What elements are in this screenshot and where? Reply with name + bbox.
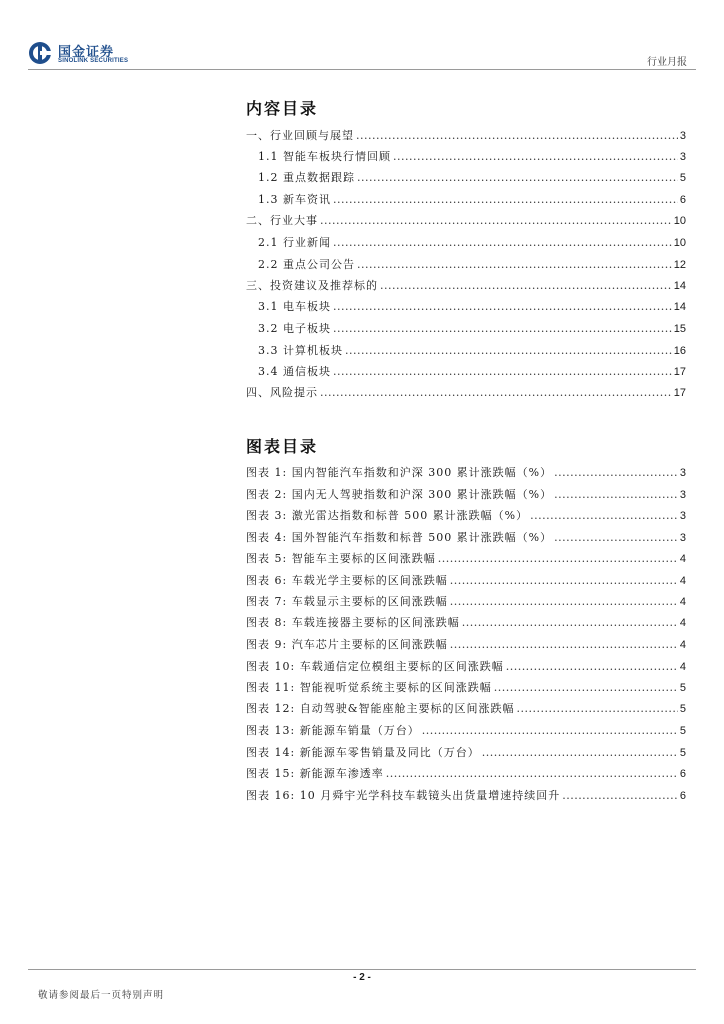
figure-entry[interactable] xyxy=(246,722,686,736)
toc-entry-label: 3.3 计算机板块 xyxy=(258,344,343,357)
figure-entry-label: 图表 7: 车载显示主要标的区间涨跌幅 xyxy=(246,595,448,608)
figure-entry[interactable] xyxy=(246,614,686,628)
dot-leader xyxy=(517,702,678,715)
figure-entry-page: 3 xyxy=(679,467,686,479)
dot-leader xyxy=(438,552,678,565)
figure-entry-label: 图表 2: 国内无人驾驶指数和沪深 300 累计涨跌幅（%） xyxy=(246,488,553,501)
figure-entry-label: 图表 16: 10 月舜宇光学科技车载镜头出货量增速持续回升 xyxy=(246,789,561,802)
toc-entry-label: 1.1 智能车板块行情回顾 xyxy=(258,150,391,163)
toc-entry-page: 15 xyxy=(673,323,686,335)
toc-entry-page: 16 xyxy=(673,345,686,357)
figure-entry[interactable] xyxy=(246,636,686,650)
figure-entry-label: 图表 5: 智能车主要标的区间涨跌幅 xyxy=(246,552,436,565)
dot-leader xyxy=(554,531,678,544)
dot-leader xyxy=(333,236,672,249)
toc-entry-label: 2.2 重点公司公告 xyxy=(258,258,355,271)
figure-entry-page: 6 xyxy=(679,790,686,802)
toc-entry-page: 10 xyxy=(673,215,686,227)
dot-leader xyxy=(450,638,678,651)
dot-leader xyxy=(462,616,678,629)
figure-entry-page: 3 xyxy=(679,510,686,522)
toc-entry-page: 3 xyxy=(679,151,686,163)
toc-entry[interactable] xyxy=(258,148,686,162)
figure-entry-label: 图表 13: 新能源车销量（万台） xyxy=(246,724,420,737)
logo-english-name: SINOLINK SECURITIES xyxy=(58,58,129,64)
toc-entry[interactable] xyxy=(246,277,686,291)
figure-entry-page: 3 xyxy=(679,532,686,544)
toc-entry[interactable] xyxy=(258,169,686,183)
page-number: - 2 - xyxy=(353,972,371,983)
toc-entry-label: 一、行业回顾与展望 xyxy=(246,129,354,142)
figure-entry-page: 4 xyxy=(679,639,686,651)
figure-entry-label: 图表 10: 车载通信定位模组主要标的区间涨跌幅 xyxy=(246,660,504,673)
dot-leader xyxy=(333,365,672,378)
dot-leader xyxy=(357,258,672,271)
toc-entry-label: 2.1 行业新闻 xyxy=(258,236,331,249)
dot-leader xyxy=(333,322,672,335)
figure-entry[interactable] xyxy=(246,787,686,801)
dot-leader xyxy=(450,595,678,608)
toc-entry-page: 12 xyxy=(673,259,686,271)
toc-entry-label: 3.4 通信板块 xyxy=(258,365,331,378)
figure-entry[interactable] xyxy=(246,550,686,564)
figure-entry-label: 图表 15: 新能源车渗透率 xyxy=(246,767,384,780)
dot-leader xyxy=(530,509,678,522)
figure-entry[interactable] xyxy=(246,679,686,693)
toc-entry[interactable] xyxy=(258,363,686,377)
toc-entry[interactable] xyxy=(258,320,686,334)
toc-entry-page: 5 xyxy=(679,172,686,184)
dot-leader xyxy=(554,488,678,501)
figure-entry-page: 6 xyxy=(679,768,686,780)
figure-entry-label: 图表 14: 新能源车零售销量及同比（万台） xyxy=(246,746,480,759)
figure-entry[interactable] xyxy=(246,486,686,500)
report-type-label: 行业月报 xyxy=(647,57,687,68)
sinolink-logo-icon xyxy=(28,41,52,65)
figure-entry[interactable] xyxy=(246,572,686,586)
figure-entry-page: 5 xyxy=(679,747,686,759)
toc-entry-label: 1.2 重点数据跟踪 xyxy=(258,171,355,184)
toc-entry-page: 10 xyxy=(673,237,686,249)
dot-leader xyxy=(333,193,678,206)
figure-entry-page: 3 xyxy=(679,489,686,501)
toc-entry[interactable] xyxy=(258,342,686,356)
toc-entry[interactable] xyxy=(258,256,686,270)
dot-leader xyxy=(554,466,678,479)
dot-leader xyxy=(494,681,678,694)
figure-entry-page: 5 xyxy=(679,703,686,715)
dot-leader xyxy=(320,386,672,399)
figure-entry-label: 图表 4: 国外智能汽车指数和标普 500 累计涨跌幅（%） xyxy=(246,531,553,544)
dot-leader xyxy=(393,150,678,163)
figure-entry-page: 4 xyxy=(679,596,686,608)
toc-entry-label: 三、投资建议及推荐标的 xyxy=(246,279,378,292)
toc-entry-label: 1.3 新车资讯 xyxy=(258,193,331,206)
toc-entry-label: 3.1 电车板块 xyxy=(258,300,331,313)
toc-entry[interactable] xyxy=(258,234,686,248)
figure-entry[interactable] xyxy=(246,507,686,521)
figure-entry-page: 4 xyxy=(679,575,686,587)
dot-leader xyxy=(345,344,672,357)
disclaimer-note: 敬请参阅最后一页特别声明 xyxy=(38,990,165,1001)
figure-entry[interactable] xyxy=(246,765,686,779)
figure-entry[interactable] xyxy=(246,658,686,672)
toc-entry[interactable] xyxy=(258,191,686,205)
figure-entry-page: 4 xyxy=(679,661,686,673)
figure-entry[interactable] xyxy=(246,744,686,758)
dot-leader xyxy=(333,300,672,313)
page-header xyxy=(0,0,724,72)
dot-leader xyxy=(380,279,672,292)
figure-entry-label: 图表 1: 国内智能汽车指数和沪深 300 累计涨跌幅（%） xyxy=(246,466,553,479)
toc-entry[interactable] xyxy=(258,298,686,312)
figure-entry-page: 5 xyxy=(679,682,686,694)
figure-entry-page: 4 xyxy=(679,553,686,565)
figure-entry-label: 图表 8: 车载连接器主要标的区间涨跌幅 xyxy=(246,616,460,629)
figure-entry[interactable] xyxy=(246,593,686,607)
logo-chinese-name: 国金证券 xyxy=(58,45,115,60)
dot-leader xyxy=(482,746,678,759)
dot-leader xyxy=(320,214,672,227)
toc-entry-label: 二、行业大事 xyxy=(246,214,318,227)
figure-entry-label: 图表 6: 车载光学主要标的区间涨跌幅 xyxy=(246,574,448,587)
dot-leader xyxy=(356,129,678,142)
toc-entry[interactable] xyxy=(246,212,686,226)
figure-entry-label: 图表 11: 智能视听觉系统主要标的区间涨跌幅 xyxy=(246,681,492,694)
toc-entry[interactable] xyxy=(246,384,686,398)
figure-entry[interactable] xyxy=(246,464,686,478)
dot-leader xyxy=(386,767,678,780)
dot-leader xyxy=(422,724,678,737)
company-logo xyxy=(28,41,138,67)
figure-entry[interactable] xyxy=(246,529,686,543)
toc-entry-label: 3.2 电子板块 xyxy=(258,322,331,335)
toc-entry-page: 17 xyxy=(673,387,686,399)
toc-entry-page: 17 xyxy=(673,366,686,378)
dot-leader xyxy=(357,171,678,184)
header-divider xyxy=(28,69,696,70)
figure-entry-label: 图表 12: 自动驾驶&智能座舱主要标的区间涨跌幅 xyxy=(246,702,515,715)
footer-divider xyxy=(28,969,696,970)
figures-title: 图表目录 xyxy=(246,437,319,456)
dot-leader xyxy=(506,660,678,673)
toc-entry[interactable] xyxy=(246,127,686,141)
dot-leader xyxy=(450,574,678,587)
toc-entry-page: 14 xyxy=(673,301,686,313)
figure-entry-page: 4 xyxy=(679,617,686,629)
contents-title: 内容目录 xyxy=(246,99,319,118)
figure-entry-label: 图表 9: 汽车芯片主要标的区间涨跌幅 xyxy=(246,638,448,651)
toc-entry-label: 四、风险提示 xyxy=(246,386,318,399)
figure-entry[interactable] xyxy=(246,700,686,714)
figure-entry-label: 图表 3: 激光雷达指数和标普 500 累计涨跌幅（%） xyxy=(246,509,529,522)
toc-entry-page: 3 xyxy=(679,130,686,142)
toc-entry-page: 14 xyxy=(673,280,686,292)
dot-leader xyxy=(562,789,678,802)
figure-entry-page: 5 xyxy=(679,725,686,737)
toc-entry-page: 6 xyxy=(679,194,686,206)
